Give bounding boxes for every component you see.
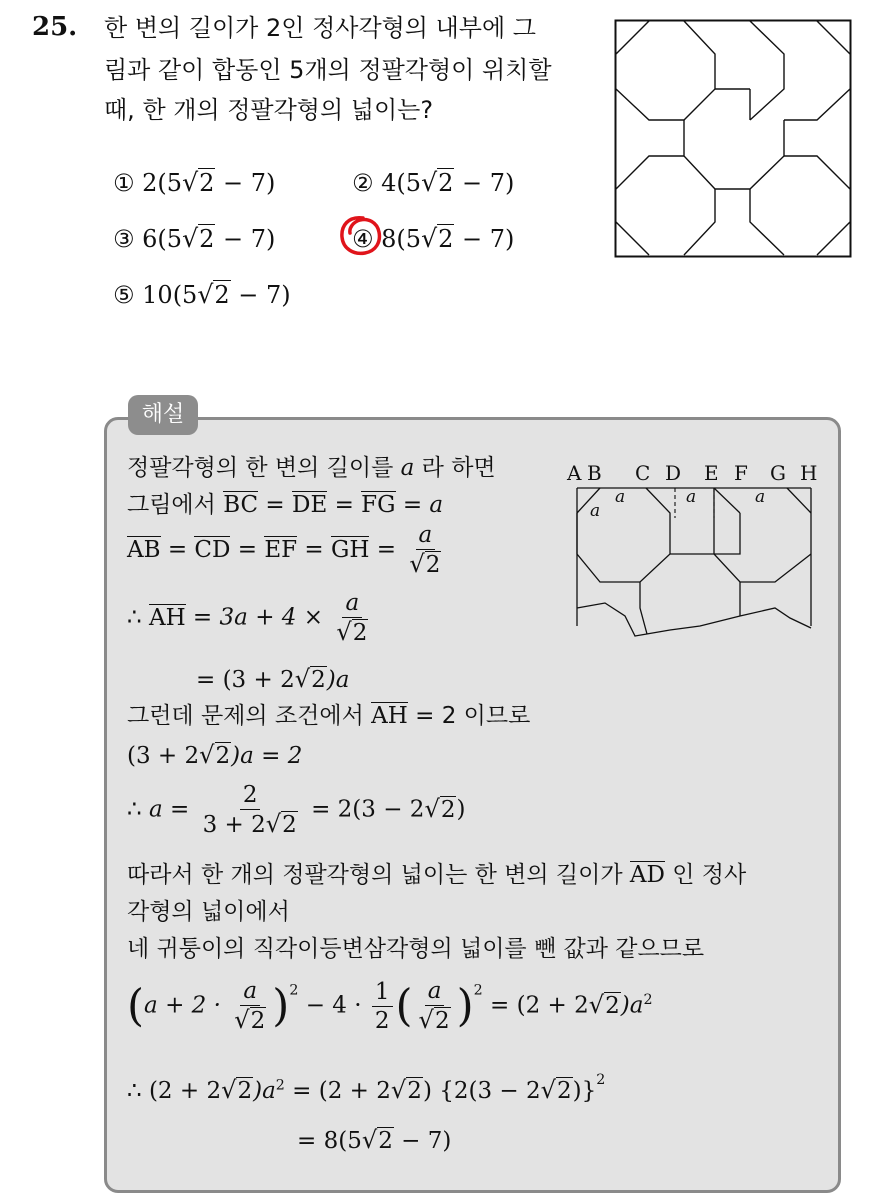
solution-figure <box>565 458 825 642</box>
sol-line-2: 그림에서 BC = DE = FG = a <box>127 492 444 518</box>
fig-label-C: C <box>635 461 651 485</box>
sol-line-12: (a + 2 · $\frac{a}{√2}$ )$^2$ − 4 · $\frac{1}{2}$ ( $\frac{a}{√2}$ )$^2 = (2 + 2√2)a^2$ <box>127 978 653 1035</box>
sol-line-6: 그런데 문제의 조건에서 AH = 2 이므로 <box>127 703 531 729</box>
sol-line-1: 정팔각형의 한 변의 길이를 a 라 하면 <box>127 455 496 481</box>
option-2[interactable]: ② 4(5√2 − 7) <box>352 168 515 197</box>
fig-label-D: D <box>665 461 682 485</box>
option-3[interactable]: ③ 6(5√2 − 7) <box>113 224 276 253</box>
svg-text:a: a <box>590 501 601 521</box>
svg-text:a: a <box>615 487 626 507</box>
sol-line-7: (3 + 2√2)a = 2 <box>127 741 303 769</box>
option-5[interactable]: ⑤ 10(5√2 − 7) <box>113 280 291 309</box>
sol-line-3: AB = CD = EF = GH = $\frac{a}{√2}$ <box>127 522 441 579</box>
octagons-figure <box>614 19 852 258</box>
sol-line-9: 따라서 한 개의 정팔각형의 넓이는 한 변의 길이가 AD 인 정사 <box>127 862 747 888</box>
question-line-1: 한 변의 길이가 2인 정사각형의 내부에 그 <box>104 14 536 42</box>
sol-line-8: ∴ a = $\frac{2}{3 + 2√2}$ = 2(3 − 2√2) <box>127 782 466 839</box>
option-1[interactable]: ① 2(5√2 − 7) <box>113 168 276 197</box>
option-4[interactable]: ④ 8(5√2 − 7) <box>352 224 515 253</box>
fig-label-G: G <box>770 461 786 485</box>
question-line-3: 때, 한 개의 정팔각형의 넓이는? <box>104 96 434 124</box>
fig-label-E: E <box>704 461 719 485</box>
solution-label: 해설 <box>128 395 198 435</box>
fig-label-F: F <box>734 461 748 485</box>
sol-line-4: ∴ AH = 3a + 4 × $\frac{a}{√2}$ <box>127 590 368 647</box>
sol-line-10: 각형의 넓이에서 <box>127 899 290 925</box>
sol-line-5: = (3 + 2√2)a <box>196 665 350 693</box>
svg-text:a: a <box>686 487 697 507</box>
fig-label-A: A <box>567 461 582 485</box>
sol-line-13: ∴ $(2 + 2√2)a^2 = (2 + 2√2)$ $\{2(3 - 2√2)\}^2$ <box>127 1072 606 1104</box>
fig-label-H: H <box>800 461 818 485</box>
question-line-2: 림과 같이 합동인 5개의 정팔각형이 위치할 <box>104 56 552 84</box>
fig-label-B: B <box>587 461 602 485</box>
svg-text:a: a <box>755 487 766 507</box>
sol-line-14: = 8(5√2 − 7) <box>297 1126 452 1154</box>
answer-mark-circle <box>336 212 386 260</box>
sol-line-11: 네 귀퉁이의 직각이등변삼각형의 넓이를 뺀 값과 같으므로 <box>127 936 705 962</box>
question-number: 25. <box>32 12 78 42</box>
